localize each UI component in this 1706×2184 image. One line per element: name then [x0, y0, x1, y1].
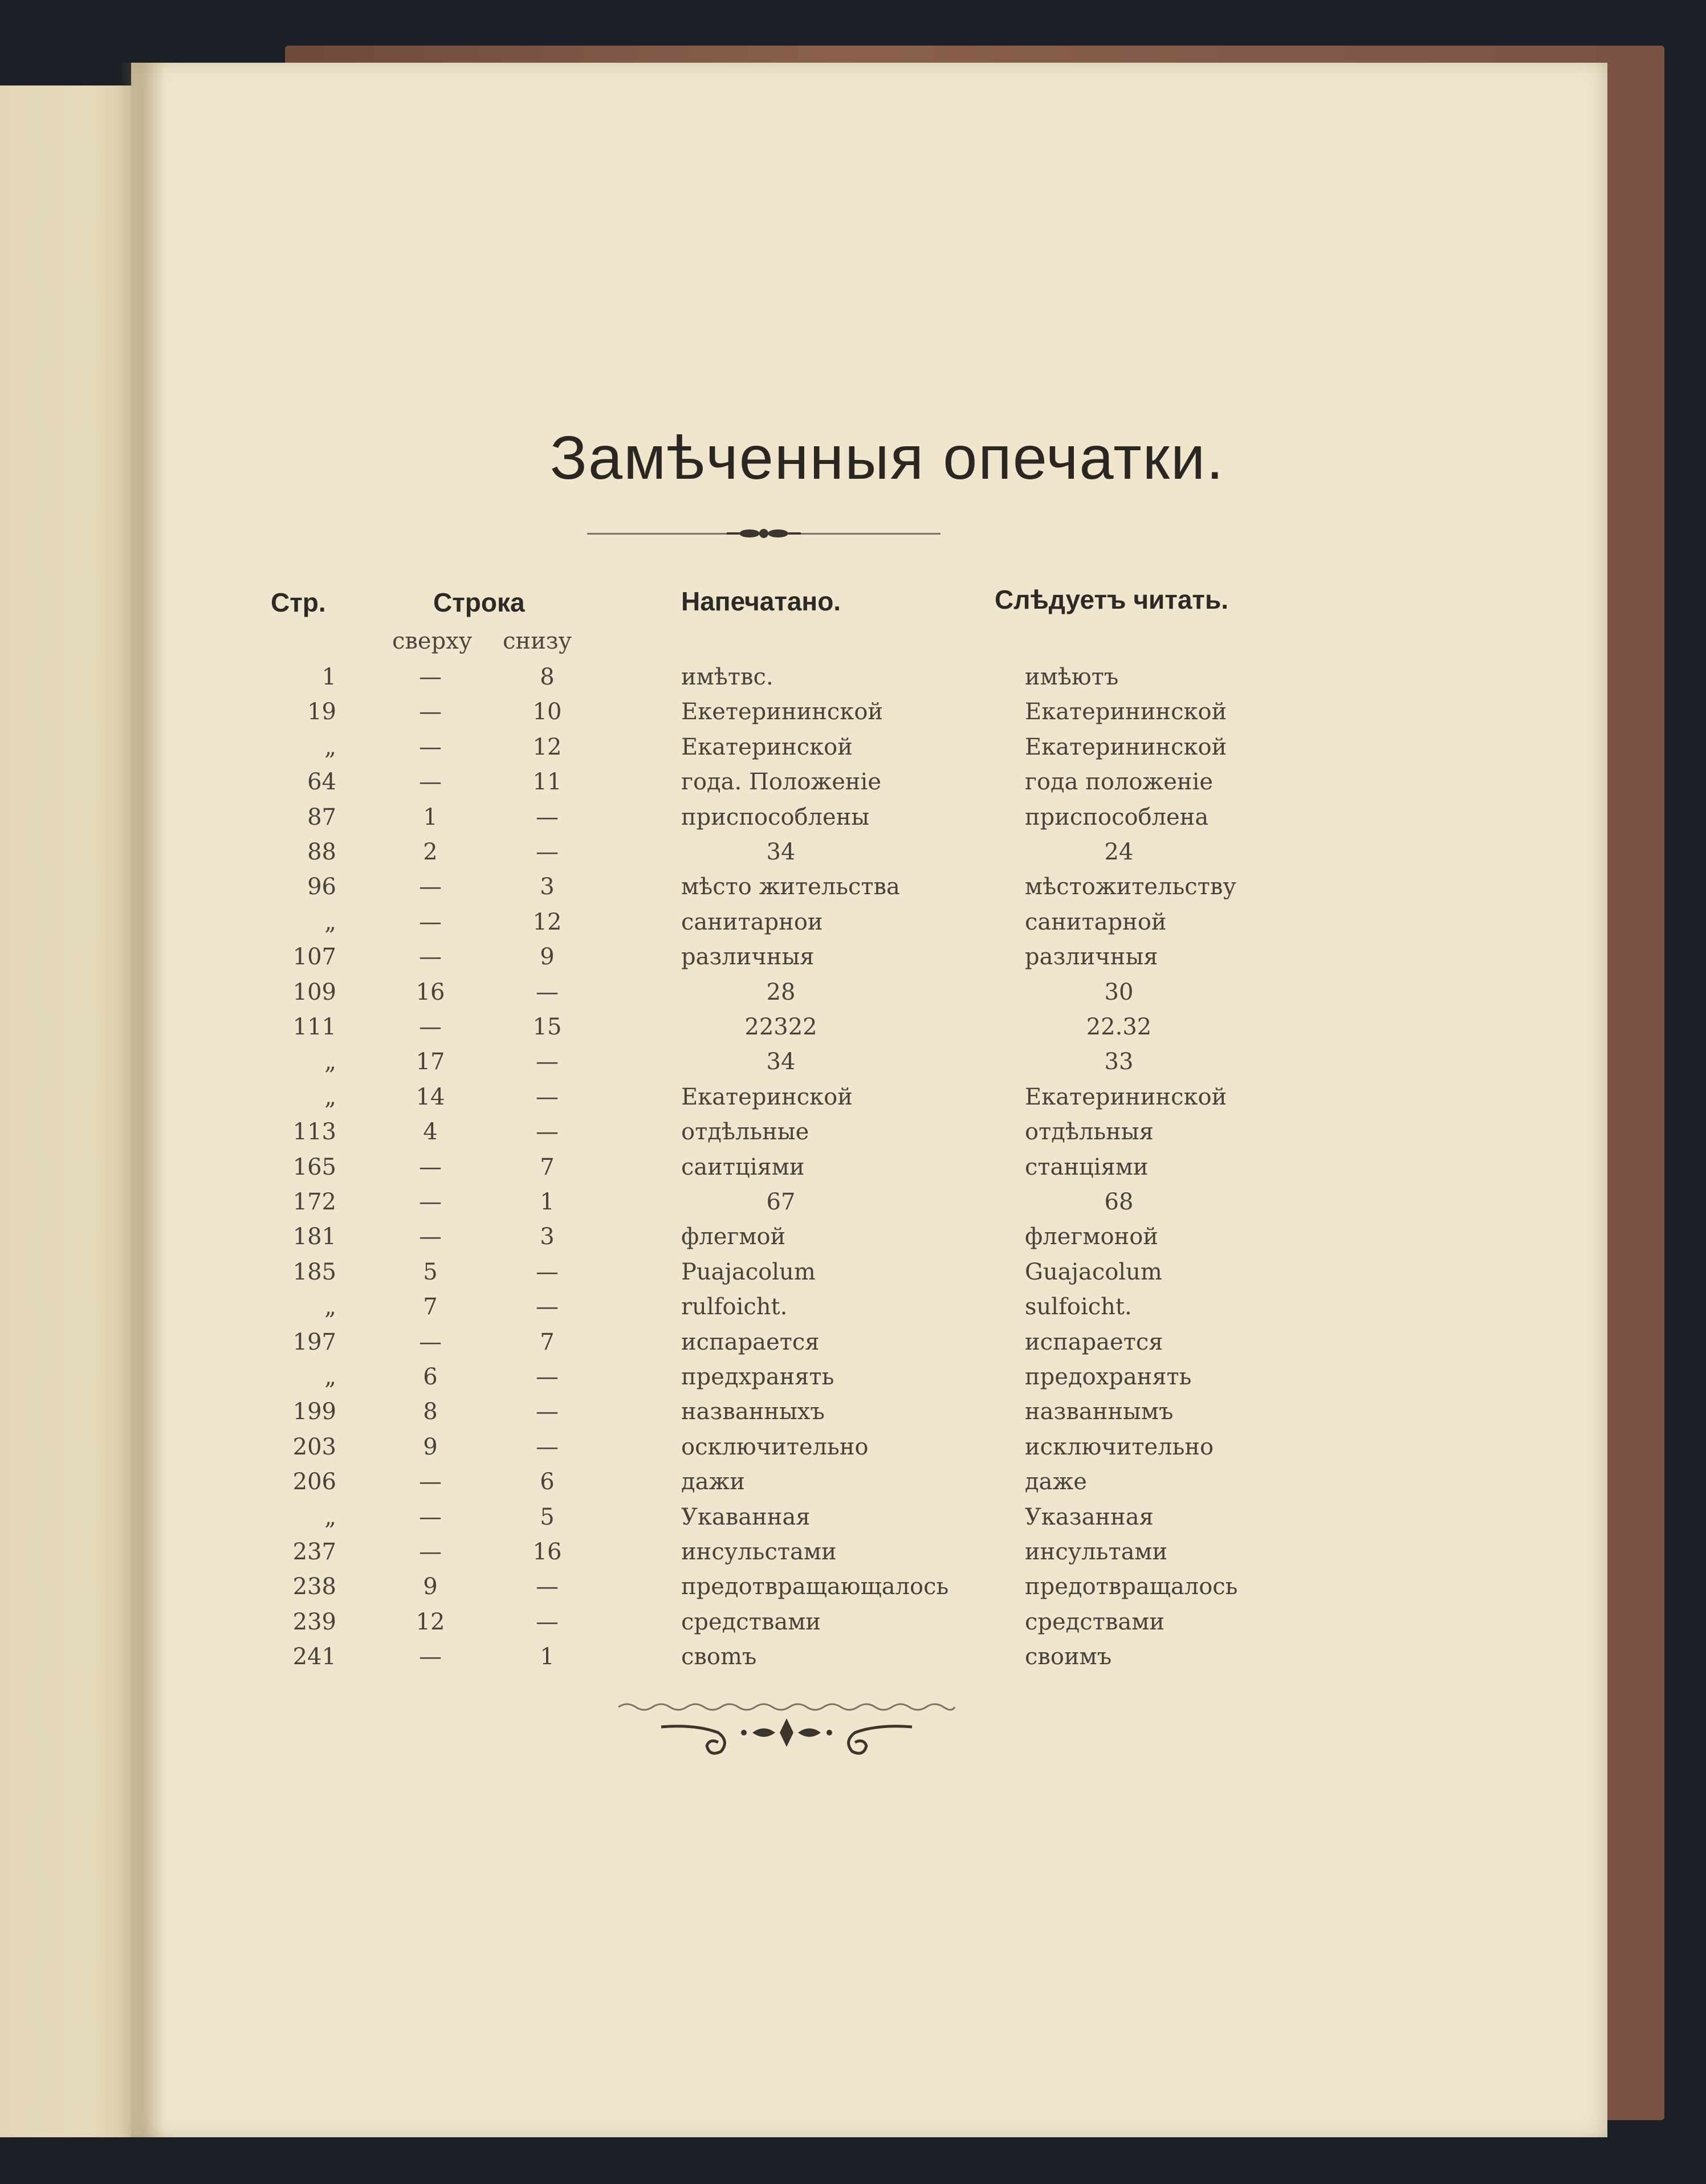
cell-line-bottom: 3	[540, 1224, 555, 1250]
cell-page: 111	[292, 1014, 336, 1040]
table-row	[0, 1259, 1706, 1293]
cell-page: 206	[292, 1469, 336, 1496]
cell-page: „	[324, 734, 336, 760]
cell-read: 22.32	[1086, 1014, 1152, 1040]
cell-line-top: —	[419, 1014, 442, 1040]
table-row	[0, 1014, 1706, 1048]
cell-printed: rulfoicht.	[681, 1294, 788, 1321]
cell-page: 64	[307, 769, 336, 796]
cell-line-bottom: 8	[540, 664, 555, 690]
cell-printed: санитарнои	[681, 908, 823, 935]
table-row	[0, 1504, 1706, 1538]
table-row	[0, 1049, 1706, 1083]
cell-page: „	[324, 1083, 336, 1110]
cell-line-bottom: 7	[540, 1154, 555, 1180]
cell-line-top: —	[419, 664, 442, 690]
cell-read: названнымъ	[1025, 1399, 1174, 1425]
cell-printed: саитціями	[681, 1154, 805, 1180]
cell-line-bottom: —	[536, 1364, 559, 1390]
table-row	[0, 804, 1706, 838]
cell-read: 24	[1104, 839, 1134, 865]
column-header-read: Слѣдуетъ читать.	[995, 585, 1229, 614]
table-row	[0, 1294, 1706, 1328]
cell-printed: названныхъ	[681, 1399, 825, 1425]
table-row	[0, 1469, 1706, 1503]
cell-line-bottom: —	[536, 1574, 559, 1600]
cell-read: года положеніе	[1025, 769, 1214, 796]
cell-line-top: 12	[416, 1608, 445, 1635]
cell-printed: средствами	[681, 1608, 821, 1635]
cell-line-top: —	[419, 1154, 442, 1180]
cell-line-top: 5	[423, 1258, 438, 1285]
cell-printed: осключительно	[681, 1433, 869, 1460]
cell-line-top: —	[419, 1329, 442, 1355]
cell-line-top: 4	[423, 1119, 438, 1146]
cell-line-top: —	[419, 1503, 442, 1530]
cell-line-top: —	[419, 1189, 442, 1215]
cell-line-top: 8	[423, 1399, 438, 1425]
cell-printed: 34	[766, 1049, 796, 1075]
cell-page: 239	[292, 1608, 336, 1635]
cell-read: sulfoicht.	[1025, 1294, 1132, 1321]
cell-page: 197	[292, 1329, 336, 1355]
cell-printed: инсульстами	[681, 1539, 837, 1565]
cell-printed: испарается	[681, 1329, 820, 1355]
cell-line-top: 9	[423, 1574, 438, 1600]
cell-line-bottom: —	[536, 1119, 559, 1146]
cell-printed: Екетерининской	[681, 699, 883, 726]
table-row	[0, 1539, 1706, 1573]
cell-read: своимъ	[1025, 1644, 1112, 1670]
cell-line-bottom: 7	[540, 1329, 555, 1355]
cell-page: 241	[292, 1644, 336, 1670]
cell-read: Екатерининской	[1025, 734, 1227, 760]
cell-line-top: 7	[423, 1294, 438, 1321]
cell-printed: флегмой	[681, 1224, 786, 1250]
cell-line-bottom: 10	[532, 699, 562, 726]
cell-read: санитарной	[1025, 908, 1167, 935]
cell-read: Екатерининской	[1025, 1083, 1227, 1110]
table-row	[0, 1224, 1706, 1258]
cell-line-top: 14	[416, 1083, 445, 1110]
cell-line-top: —	[419, 734, 442, 760]
table-row	[0, 769, 1706, 803]
cell-line-bottom: 1	[540, 1189, 555, 1215]
cell-printed: отдѣльные	[681, 1119, 809, 1146]
cell-read: Указанная	[1025, 1503, 1154, 1530]
cell-line-top: —	[419, 1224, 442, 1250]
table-row	[0, 1644, 1706, 1678]
cell-read: приспособлена	[1025, 804, 1209, 830]
cell-page: 172	[292, 1189, 336, 1215]
cell-line-bottom: 16	[532, 1539, 562, 1565]
cell-printed: приспособлены	[681, 804, 870, 830]
cell-line-bottom: 3	[540, 874, 555, 901]
table-row	[0, 1364, 1706, 1398]
cell-read: Екатерининской	[1025, 699, 1227, 726]
cell-read: исключительно	[1025, 1433, 1214, 1460]
cell-read: 33	[1104, 1049, 1134, 1075]
table-row	[0, 909, 1706, 943]
table-row	[0, 699, 1706, 733]
cell-read: Guajacolum	[1025, 1258, 1162, 1285]
cell-printed: Puajacolum	[681, 1258, 816, 1285]
table-row	[0, 734, 1706, 768]
cell-line-bottom: 11	[532, 769, 562, 796]
cell-line-bottom: —	[536, 1083, 559, 1110]
cell-read: средствами	[1025, 1608, 1165, 1635]
cell-line-bottom: —	[536, 1608, 559, 1635]
cell-printed: Екатеринской	[681, 1083, 853, 1110]
cell-line-bottom: —	[536, 1258, 559, 1285]
column-header-page: Стр.	[271, 588, 326, 617]
cell-page: 107	[292, 944, 336, 971]
cell-line-top: 2	[423, 839, 438, 865]
cell-line-top: —	[419, 944, 442, 971]
table-row	[0, 1399, 1706, 1433]
cell-page: 165	[292, 1154, 336, 1180]
cell-printed: предотвращающалось	[681, 1574, 949, 1600]
cell-page: 113	[292, 1119, 336, 1146]
cell-printed: имѣтвс.	[681, 664, 773, 690]
column-header-line: Строка	[433, 588, 525, 617]
cell-read: предотвращалось	[1025, 1574, 1238, 1600]
table-row	[0, 979, 1706, 1013]
table-row	[0, 1329, 1706, 1363]
table-row	[0, 1084, 1706, 1118]
cell-line-bottom: 15	[532, 1014, 562, 1040]
cell-line-bottom: 1	[540, 1644, 555, 1670]
cell-line-top: —	[419, 908, 442, 935]
cell-printed: Укаванная	[681, 1503, 811, 1530]
cell-line-top: —	[419, 769, 442, 796]
cell-line-top: 17	[416, 1049, 445, 1075]
cell-printed: своmъ	[681, 1644, 757, 1670]
cell-page: „	[324, 1364, 336, 1390]
page-title: Замѣченныя опечатки.	[549, 423, 1225, 492]
cell-page: 109	[292, 979, 336, 1005]
cell-line-top: —	[419, 1469, 442, 1496]
column-subheader-top: сверху	[392, 628, 473, 654]
cell-line-top: —	[419, 874, 442, 901]
cell-line-bottom: —	[536, 839, 559, 865]
title-ornament-icon	[727, 522, 801, 545]
cell-line-top: —	[419, 699, 442, 726]
cell-printed: предхранять	[681, 1364, 834, 1390]
cell-read: испарается	[1025, 1329, 1163, 1355]
table-row	[0, 1609, 1706, 1643]
cell-page: 87	[307, 804, 336, 830]
cell-page: 88	[307, 839, 336, 865]
table-row	[0, 1119, 1706, 1153]
bottom-ornament-icon	[616, 1701, 958, 1764]
cell-line-bottom: 9	[540, 944, 555, 971]
cell-line-bottom: 5	[540, 1503, 555, 1530]
cell-read: различныя	[1025, 944, 1158, 971]
cell-line-bottom: —	[536, 979, 559, 1005]
cell-line-bottom: 6	[540, 1469, 555, 1496]
cell-printed: Екатеринской	[681, 734, 853, 760]
cell-line-bottom: —	[536, 1294, 559, 1321]
cell-read: мѣстожительству	[1025, 874, 1236, 901]
cell-page: 185	[292, 1258, 336, 1285]
cell-page: „	[324, 1503, 336, 1530]
cell-page: 96	[307, 874, 336, 901]
cell-read: предохранять	[1025, 1364, 1192, 1390]
table-row	[0, 874, 1706, 908]
cell-page: 199	[292, 1399, 336, 1425]
cell-page: 238	[292, 1574, 336, 1600]
table-row	[0, 664, 1706, 698]
column-header-printed: Напечатано.	[681, 586, 841, 616]
cell-read: даже	[1025, 1469, 1087, 1496]
cell-line-bottom: —	[536, 1433, 559, 1460]
cell-read: имѣютъ	[1025, 664, 1119, 690]
table-row	[0, 1434, 1706, 1468]
table-row	[0, 839, 1706, 873]
cell-line-top: 1	[423, 804, 438, 830]
cell-line-bottom: —	[536, 804, 559, 830]
cell-read: флегмоной	[1025, 1224, 1158, 1250]
cell-read: 30	[1104, 979, 1134, 1005]
cell-printed: различныя	[681, 944, 815, 971]
table-row	[0, 944, 1706, 978]
cell-line-top: 9	[423, 1433, 438, 1460]
table-row	[0, 1189, 1706, 1223]
cell-printed: 34	[766, 839, 796, 865]
cell-page: 203	[292, 1433, 336, 1460]
cell-printed: мѣсто жительства	[681, 874, 900, 901]
cell-printed: дажи	[681, 1469, 745, 1496]
cell-line-top: 6	[423, 1364, 438, 1390]
cell-printed: 22322	[744, 1014, 817, 1040]
cell-page: 19	[307, 699, 336, 726]
cell-printed: 28	[766, 979, 796, 1005]
cell-read: 68	[1104, 1189, 1134, 1215]
cell-page: 181	[292, 1224, 336, 1250]
cell-read: инсультами	[1025, 1539, 1168, 1565]
cell-read: станціями	[1025, 1154, 1149, 1180]
cell-page: „	[324, 908, 336, 935]
table-row	[0, 1574, 1706, 1608]
cell-line-bottom: 12	[532, 908, 562, 935]
cell-line-bottom: —	[536, 1399, 559, 1425]
cell-read: отдѣльныя	[1025, 1119, 1154, 1146]
cell-line-top: 16	[416, 979, 445, 1005]
cell-page: 237	[292, 1539, 336, 1565]
cell-line-bottom: —	[536, 1049, 559, 1075]
cell-printed: года. Положеніе	[681, 769, 881, 796]
cell-printed: 67	[766, 1189, 796, 1215]
cell-line-bottom: 12	[532, 734, 562, 760]
cell-line-top: —	[419, 1644, 442, 1670]
cell-line-top: —	[419, 1539, 442, 1565]
column-subheader-bottom: снизу	[503, 628, 572, 654]
cell-page: „	[324, 1049, 336, 1075]
cell-page: 1	[321, 664, 336, 690]
table-row	[0, 1154, 1706, 1188]
cell-page: „	[324, 1294, 336, 1321]
